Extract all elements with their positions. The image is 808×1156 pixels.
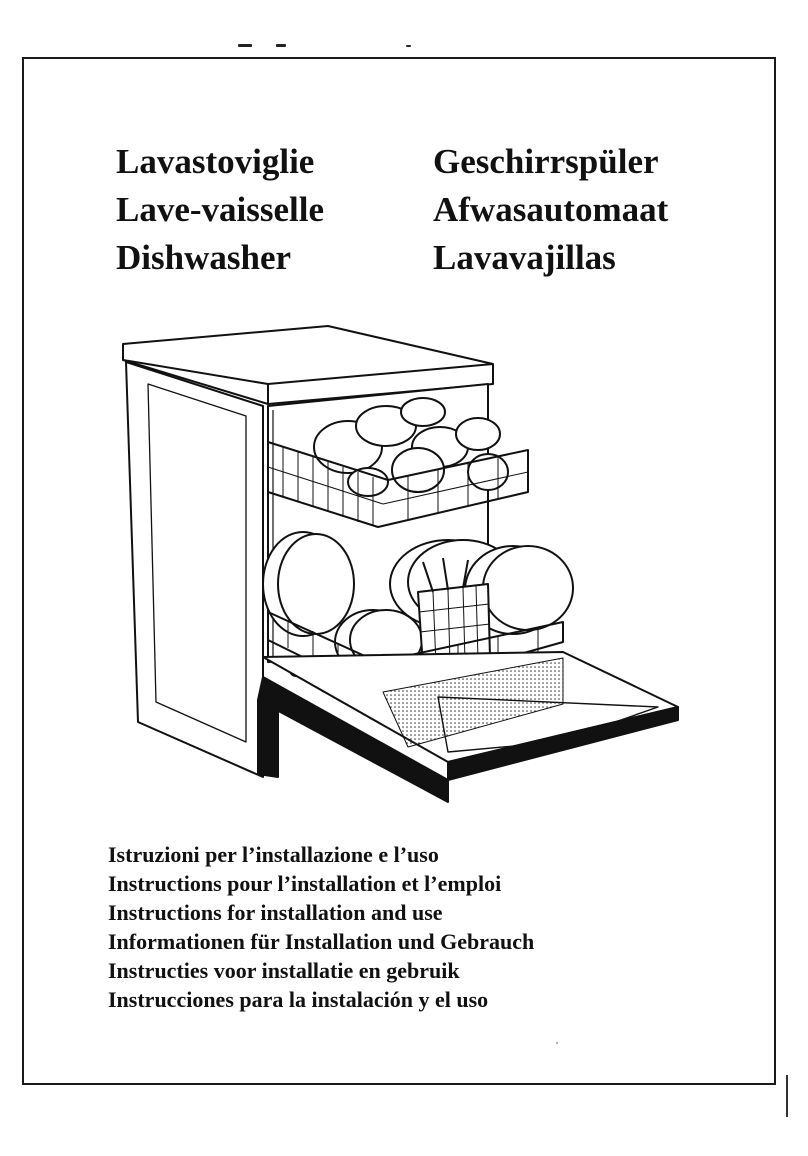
scan-artifact [238,44,252,47]
scan-artifact [406,45,411,47]
title-english: Dishwasher [116,238,292,277]
scan-artifact [276,44,286,47]
scan-artifact [786,1075,788,1117]
dishwasher-illustration-icon [118,322,688,822]
title-spanish: Lavavajillas [433,238,616,277]
title-italian: Lavastoviglie [116,142,315,181]
title-french: Lave-vaisselle [116,190,325,229]
instructions-list [108,840,534,1014]
instructions-english: Instructions for installation and use [108,900,443,925]
instructions-italian: Istruzioni per l’installazione e l’uso [108,842,439,867]
instructions-dutch: Instructies voor installatie en gebruik [108,958,460,983]
instructions-spanish: Instrucciones para la instalación y el uso [108,987,489,1012]
instructions-german: Informationen für Installation und Gebrauch [108,929,535,954]
title-dutch: Afwasautomaat [433,190,669,229]
title-german: Geschirrspüler [433,142,659,181]
instructions-french: Instructions pour l’installation et l’emploi [108,871,502,896]
title-column-right [433,138,668,282]
title-column-left [116,138,324,282]
scan-speck [556,1042,558,1044]
